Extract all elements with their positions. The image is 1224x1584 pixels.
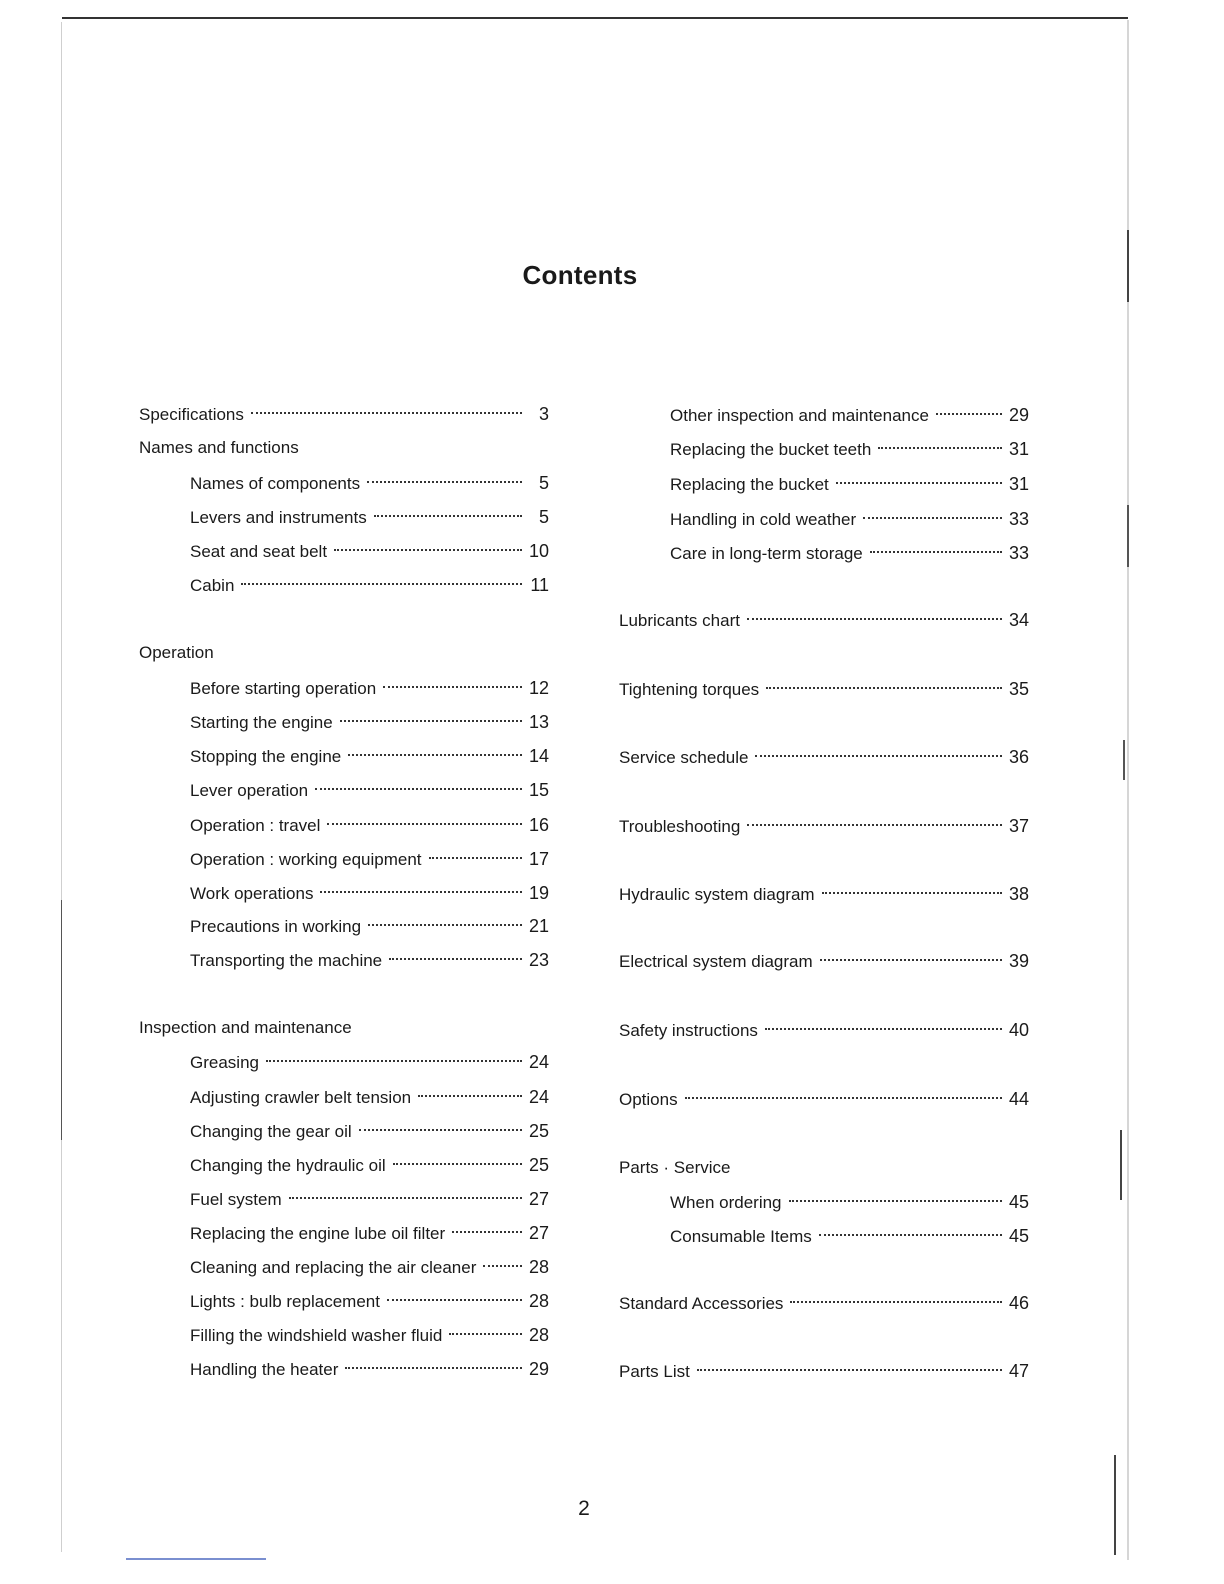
toc-entry-page: 47 xyxy=(1008,1361,1029,1381)
toc-entry-page: 16 xyxy=(528,815,549,835)
scan-edge-left xyxy=(61,22,62,1552)
dot-leader xyxy=(315,788,522,790)
dot-leader xyxy=(747,618,1002,620)
toc-entry-page: 46 xyxy=(1008,1293,1029,1313)
toc-entry-label: Before starting operation xyxy=(190,679,377,698)
toc-entry[interactable] xyxy=(190,472,549,494)
scan-edge-right-mark xyxy=(1123,740,1125,780)
toc-entry-page: 27 xyxy=(528,1223,549,1243)
toc-entry[interactable] xyxy=(190,1188,549,1210)
toc-entry-page: 10 xyxy=(528,541,549,561)
toc-entry-page: 44 xyxy=(1008,1089,1029,1109)
dot-leader xyxy=(697,1369,1002,1371)
toc-entry-page: 31 xyxy=(1008,439,1029,459)
toc-heading-operation: Operation xyxy=(139,643,214,662)
toc-entry[interactable] xyxy=(670,508,1029,530)
toc-entry-label: Handling in cold weather xyxy=(670,510,857,529)
toc-entry-label: Troubleshooting xyxy=(619,817,741,836)
dot-leader xyxy=(327,823,522,825)
toc-entry-page: 25 xyxy=(528,1155,549,1175)
toc-entry-label: Options xyxy=(619,1090,678,1109)
toc-entry[interactable] xyxy=(190,1290,549,1312)
toc-entry[interactable] xyxy=(670,404,1029,426)
dot-leader xyxy=(389,958,522,960)
toc-entry-page: 24 xyxy=(528,1087,549,1107)
toc-entry-page: 45 xyxy=(1008,1226,1029,1246)
dot-leader xyxy=(820,959,1002,961)
toc-entry-label: Electrical system diagram xyxy=(619,952,813,971)
dot-leader xyxy=(870,551,1002,553)
toc-entry-label: Handling the heater xyxy=(190,1360,339,1379)
toc-entry-label: Operation : travel xyxy=(190,816,321,835)
toc-entry-page: 45 xyxy=(1008,1192,1029,1212)
toc-entry-page: 37 xyxy=(1008,816,1029,836)
toc-entry-label: Safety instructions xyxy=(619,1021,758,1040)
toc-entry[interactable] xyxy=(190,506,549,528)
dot-leader xyxy=(387,1299,522,1301)
dot-leader xyxy=(345,1367,522,1369)
toc-entry[interactable] xyxy=(190,677,549,699)
toc-entry-page: 15 xyxy=(528,780,549,800)
toc-heading-names-and-functions: Names and functions xyxy=(139,438,299,457)
toc-entry-label: Starting the engine xyxy=(190,713,333,732)
toc-entry[interactable] xyxy=(670,542,1029,564)
toc-entry-label: Seat and seat belt xyxy=(190,542,328,561)
toc-entry-label: Specifications xyxy=(139,405,244,424)
dot-leader xyxy=(368,924,522,926)
toc-entry-page: 39 xyxy=(1008,951,1029,971)
toc-entry[interactable] xyxy=(190,1120,549,1142)
toc-entry-lubricants-chart[interactable] xyxy=(619,609,1029,631)
toc-entry-page: 33 xyxy=(1008,509,1029,529)
dot-leader xyxy=(374,515,522,517)
scan-edge-bottom xyxy=(126,1558,266,1560)
toc-entry-label: Operation : working equipment xyxy=(190,850,422,869)
dot-leader xyxy=(755,755,1002,757)
dot-leader xyxy=(936,413,1002,415)
toc-entry-label: Replacing the bucket xyxy=(670,475,829,494)
dot-leader xyxy=(822,892,1002,894)
toc-entry-label: Replacing the bucket teeth xyxy=(670,440,872,459)
toc-entry-label: Replacing the engine lube oil filter xyxy=(190,1224,446,1243)
dot-leader xyxy=(878,447,1002,449)
toc-entry-label: Lights : bulb replacement xyxy=(190,1292,380,1311)
toc-entry-page: 28 xyxy=(528,1291,549,1311)
dot-leader xyxy=(266,1060,522,1062)
toc-entry-page: 35 xyxy=(1008,679,1029,699)
toc-entry[interactable] xyxy=(190,882,549,904)
toc-entry[interactable] xyxy=(190,1222,549,1244)
toc-heading-parts-service: Parts · Service xyxy=(619,1158,731,1177)
toc-entry-service-schedule[interactable] xyxy=(619,746,1029,768)
toc-entry-label: Lever operation xyxy=(190,781,309,800)
toc-entry-page: 14 xyxy=(528,746,549,766)
dot-leader xyxy=(359,1129,522,1131)
toc-entry-label: Cabin xyxy=(190,576,235,595)
scan-edge-left-mark xyxy=(61,900,62,1140)
toc-entry-label: Service schedule xyxy=(619,748,749,767)
toc-entry-page: 31 xyxy=(1008,474,1029,494)
toc-entry-page: 5 xyxy=(538,507,549,527)
dot-leader xyxy=(765,1028,1002,1030)
toc-entry-page: 36 xyxy=(1008,747,1029,767)
toc-heading-inspection: Inspection and maintenance xyxy=(139,1018,352,1037)
page-number: 2 xyxy=(578,1497,590,1520)
dot-leader xyxy=(429,857,522,859)
dot-leader xyxy=(241,583,522,585)
toc-entry-page: 38 xyxy=(1008,884,1029,904)
toc-entry-label: Levers and instruments xyxy=(190,508,367,527)
dot-leader xyxy=(393,1163,522,1165)
toc-entry-standard-accessories[interactable] xyxy=(619,1292,1029,1314)
toc-entry[interactable] xyxy=(190,1358,549,1380)
page-top-rule xyxy=(62,17,1128,19)
dot-leader xyxy=(348,754,522,756)
toc-entry[interactable] xyxy=(190,1154,549,1176)
toc-entry-page: 17 xyxy=(528,849,549,869)
toc-entry-page: 29 xyxy=(528,1359,549,1379)
toc-entry-label: Precautions in working xyxy=(190,917,362,936)
toc-entry-parts-list[interactable] xyxy=(619,1360,1029,1382)
toc-entry[interactable] xyxy=(190,779,549,801)
dot-leader xyxy=(790,1301,1002,1303)
page-title: Contents xyxy=(522,260,638,290)
toc-entry-label: Filling the windshield washer fluid xyxy=(190,1326,443,1345)
toc-entry-label: When ordering xyxy=(670,1193,782,1212)
toc-entry-page: 28 xyxy=(528,1257,549,1277)
toc-entry-label: Parts List xyxy=(619,1362,690,1381)
toc-entry-troubleshooting[interactable] xyxy=(619,815,1029,837)
dot-leader xyxy=(251,412,522,414)
toc-entry-options[interactable] xyxy=(619,1088,1029,1110)
toc-entry-page: 21 xyxy=(528,916,549,936)
dot-leader xyxy=(685,1097,1002,1099)
dot-leader xyxy=(334,549,522,551)
toc-entry-page: 5 xyxy=(538,473,549,493)
toc-entry-safety-instructions[interactable] xyxy=(619,1019,1029,1041)
toc-entry-page: 34 xyxy=(1008,610,1029,630)
dot-leader xyxy=(863,517,1002,519)
toc-entry[interactable] xyxy=(190,1086,549,1108)
toc-entry[interactable] xyxy=(190,711,549,733)
toc-entry[interactable] xyxy=(670,1225,1029,1247)
dot-leader xyxy=(367,481,522,483)
dot-leader xyxy=(320,891,522,893)
toc-entry-page: 27 xyxy=(528,1189,549,1209)
dot-leader xyxy=(766,687,1002,689)
toc-entry[interactable] xyxy=(190,540,549,562)
toc-entry-label: Standard Accessories xyxy=(619,1294,784,1313)
toc-entry[interactable] xyxy=(190,814,549,836)
toc-entry-page: 13 xyxy=(528,712,549,732)
toc-entry-label: Adjusting crawler belt tension xyxy=(190,1088,412,1107)
dot-leader xyxy=(483,1265,522,1267)
toc-entry-page: 23 xyxy=(528,950,549,970)
toc-entry-label: Hydraulic system diagram xyxy=(619,885,815,904)
dot-leader xyxy=(289,1197,522,1199)
dot-leader xyxy=(418,1095,522,1097)
dot-leader xyxy=(449,1333,522,1335)
toc-entry[interactable] xyxy=(670,438,1029,460)
toc-entry-label: Stopping the engine xyxy=(190,747,342,766)
toc-entry-electrical-diagram[interactable] xyxy=(619,950,1029,972)
toc-entry[interactable] xyxy=(190,848,549,870)
toc-entry-page: 29 xyxy=(1008,405,1029,425)
dot-leader xyxy=(383,686,522,688)
toc-entry-label: Fuel system xyxy=(190,1190,282,1209)
toc-entry-label: Work operations xyxy=(190,884,314,903)
toc-entry[interactable] xyxy=(670,1191,1029,1213)
toc-entry-page: 28 xyxy=(528,1325,549,1345)
toc-entry-label: Changing the gear oil xyxy=(190,1122,352,1141)
toc-entry-page: 40 xyxy=(1008,1020,1029,1040)
toc-entry[interactable] xyxy=(190,949,549,971)
toc-entry-label: Changing the hydraulic oil xyxy=(190,1156,386,1175)
dot-leader xyxy=(747,824,1002,826)
scan-edge-right-mark xyxy=(1127,505,1129,567)
toc-entry[interactable] xyxy=(190,574,549,596)
dot-leader xyxy=(819,1234,1002,1236)
toc-entry[interactable] xyxy=(670,473,1029,495)
toc-entry[interactable] xyxy=(190,1324,549,1346)
toc-entry-label: Greasing xyxy=(190,1053,259,1072)
toc-entry-page: 19 xyxy=(528,883,549,903)
toc-entry-tightening-torques[interactable] xyxy=(619,678,1029,700)
toc-entry-page: 24 xyxy=(528,1052,549,1072)
toc-entry[interactable] xyxy=(190,1256,549,1278)
toc-entry-label: Names of components xyxy=(190,474,361,493)
toc-entry-label: Other inspection and maintenance xyxy=(670,406,929,425)
toc-entry[interactable] xyxy=(190,1051,549,1073)
toc-entry-label: Lubricants chart xyxy=(619,611,740,630)
dot-leader xyxy=(836,482,1002,484)
dot-leader xyxy=(340,720,522,722)
toc-entry-page: 11 xyxy=(530,575,549,595)
toc-entry-page: 25 xyxy=(528,1121,549,1141)
toc-entry-specifications[interactable] xyxy=(139,403,549,425)
toc-entry-page: 12 xyxy=(528,678,549,698)
toc-entry-label: Consumable Items xyxy=(670,1227,812,1246)
toc-entry-label: Transporting the machine xyxy=(190,951,383,970)
toc-entry[interactable] xyxy=(190,915,549,937)
toc-entry-label: Cleaning and replacing the air cleaner xyxy=(190,1258,477,1277)
toc-entry-page: 33 xyxy=(1008,543,1029,563)
toc-entry-label: Tightening torques xyxy=(619,680,760,699)
toc-entry-hydraulic-diagram[interactable] xyxy=(619,883,1029,905)
scan-edge-right-mark xyxy=(1120,1130,1122,1200)
toc-entry[interactable] xyxy=(190,745,549,767)
toc-entry-label: Care in long-term storage xyxy=(670,544,863,563)
dot-leader xyxy=(452,1231,522,1233)
dot-leader xyxy=(789,1200,1002,1202)
toc-entry-page: 3 xyxy=(538,404,549,424)
